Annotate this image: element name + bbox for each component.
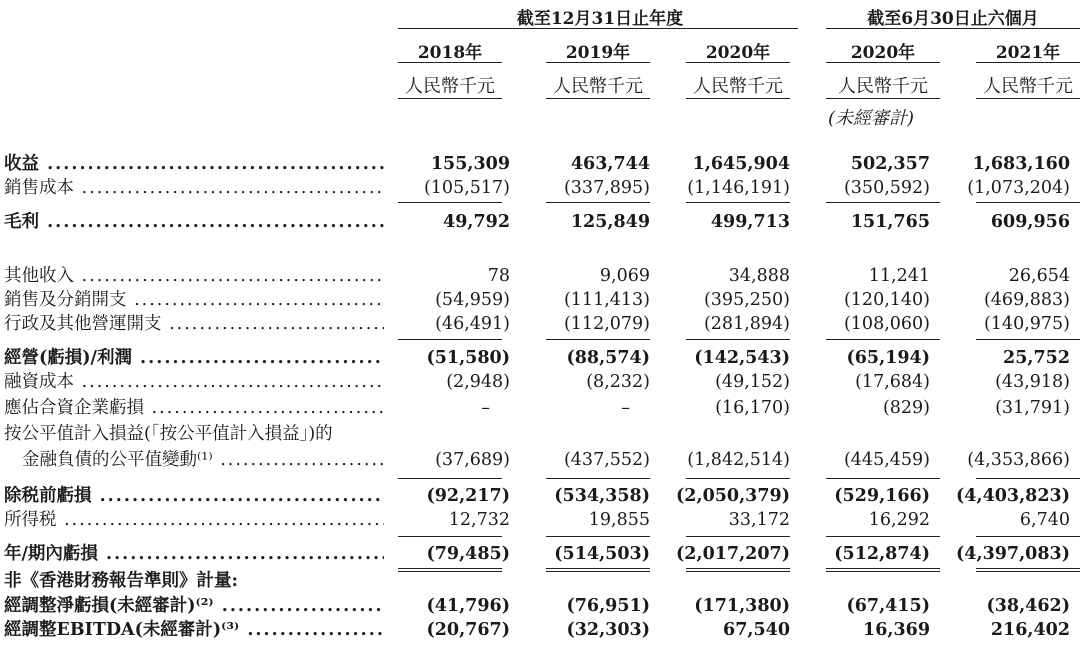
cell-value: (529,166) xyxy=(834,486,930,506)
cell-value: (41,796) xyxy=(426,596,510,616)
cell-value: (79,485) xyxy=(426,544,510,564)
row-label: 經營(虧損)/利潤 ..... xyxy=(4,346,384,370)
cell-value: (65,194) xyxy=(846,348,930,368)
header-year-underline xyxy=(398,62,502,63)
row-label: 所得税 ..... xyxy=(4,508,384,532)
cell-value: 49,792 xyxy=(443,212,510,232)
cell-value: (16,170) xyxy=(715,398,790,418)
cell-value: (120,140) xyxy=(843,290,930,310)
cell-value: (534,358) xyxy=(554,486,650,506)
cell-value: (4,353,866) xyxy=(967,450,1070,470)
cell-value: (54,959) xyxy=(435,290,510,310)
subtotal-rule xyxy=(686,339,790,340)
cell-value: (112,079) xyxy=(563,314,650,334)
cell-value: 67,540 xyxy=(723,620,790,640)
cell-value: (4,397,083) xyxy=(956,544,1070,564)
cell-value: 1,683,160 xyxy=(972,154,1070,174)
cell-value: (8,232) xyxy=(586,372,650,392)
row-revenue xyxy=(0,152,1080,176)
cell-value: (2,948) xyxy=(446,372,510,392)
row-fvtpl-label-line1 xyxy=(0,422,1080,446)
cell-value: (350,592) xyxy=(843,178,930,198)
header-year-2019: 2019年 xyxy=(565,43,631,63)
subtotal-rule xyxy=(546,536,650,537)
cell-value: (4,403,823) xyxy=(956,486,1070,506)
cell-value: 16,292 xyxy=(868,510,930,530)
row-label: 經調整淨虧損(未經審計)⁽²⁾ ..... xyxy=(4,594,384,618)
header-half-2021: 2021年 xyxy=(995,43,1061,63)
cell-value: (105,517) xyxy=(423,178,510,198)
unit-underline xyxy=(546,98,650,99)
cell-value: 6,740 xyxy=(1019,510,1070,530)
cell-value: 502,357 xyxy=(850,154,930,174)
cell-value: (38,462) xyxy=(986,596,1070,616)
subtotal-rule xyxy=(826,202,940,203)
row-label: 毛利 ..... xyxy=(4,210,384,234)
cell-value: (445,459) xyxy=(843,450,930,470)
header-year-underline xyxy=(686,62,790,63)
cell-value: (92,217) xyxy=(426,486,510,506)
row-loss-for-year-period xyxy=(0,542,1080,566)
cell-value: (88,574) xyxy=(566,348,650,368)
header-half-2020: 2020年 xyxy=(850,43,916,63)
unit-underline xyxy=(976,98,1080,99)
cell-value: (437,552) xyxy=(563,450,650,470)
cell-value: – xyxy=(621,398,630,418)
row-adjusted-net-loss xyxy=(0,594,1080,618)
row-label: 經調整EBITDA(未經審計)⁽³⁾ ..... xyxy=(4,618,384,642)
cell-value: 33,172 xyxy=(728,510,790,530)
unit-label: 人民幣千元 xyxy=(553,76,643,97)
cell-value: (32,303) xyxy=(566,620,650,640)
cell-value: 216,402 xyxy=(990,620,1070,640)
unit-underline xyxy=(826,98,940,99)
header-year-underline xyxy=(826,62,940,63)
row-label: 銷售成本 ..... xyxy=(4,176,384,200)
row-other-income xyxy=(0,264,1080,288)
subtotal-rule xyxy=(976,536,1080,537)
row-income-tax xyxy=(0,508,1080,532)
cell-value: (31,791) xyxy=(995,398,1070,418)
header-group-year-ended: 截至12月31日止年度 xyxy=(516,9,684,29)
row-operating-loss-profit xyxy=(0,346,1080,370)
subtotal-rule xyxy=(398,339,502,340)
cell-value: 25,752 xyxy=(1003,348,1070,368)
header-year-2018: 2018年 xyxy=(417,43,483,63)
header-group-six-months-underline xyxy=(826,28,1080,29)
row-label: 應佔合資企業虧損 ..... xyxy=(4,396,384,420)
cell-value: 11,241 xyxy=(868,266,930,286)
cell-value: 155,309 xyxy=(430,154,510,174)
row-label: 行政及其他營運開支 ..... xyxy=(4,312,384,336)
cell-value: (395,250) xyxy=(703,290,790,310)
unit-label: 人民幣千元 xyxy=(838,76,928,97)
unit-label: 人民幣千元 xyxy=(983,76,1073,97)
cell-value: (142,543) xyxy=(694,348,790,368)
cell-value: (171,380) xyxy=(694,596,790,616)
cell-value: 34,888 xyxy=(728,266,790,286)
cell-value: (111,413) xyxy=(563,290,650,310)
row-loss-before-tax xyxy=(0,484,1080,508)
subtotal-rule xyxy=(686,202,790,203)
subtotal-rule xyxy=(686,536,790,537)
cell-value: (37,689) xyxy=(435,450,510,470)
subtotal-rule xyxy=(686,478,790,479)
row-adjusted-ebitda xyxy=(0,618,1080,642)
row-label: 年/期內虧損 ..... xyxy=(4,542,384,566)
row-admin-other-expenses xyxy=(0,312,1080,336)
cell-value: 609,956 xyxy=(990,212,1070,232)
subtotal-rule xyxy=(976,339,1080,340)
row-label: 銷售及分銷開支 ..... xyxy=(4,288,384,312)
cell-value: (2,017,207) xyxy=(676,544,790,564)
subtotal-rule xyxy=(976,202,1080,203)
cell-value: 12,732 xyxy=(448,510,510,530)
cell-value: (281,894) xyxy=(703,314,790,334)
header-group-year-underline xyxy=(398,28,798,29)
unaudited-note: (未經審計) xyxy=(828,108,915,129)
row-label: 金融負債的公平值變動⁽¹⁾ ..... xyxy=(22,448,384,472)
subtotal-rule xyxy=(546,202,650,203)
unit-label: 人民幣千元 xyxy=(405,76,495,97)
cell-value: 125,849 xyxy=(570,212,650,232)
cell-value: 26,654 xyxy=(1008,266,1070,286)
subtotal-rule xyxy=(826,478,940,479)
cell-value: (49,152) xyxy=(715,372,790,392)
cell-value: 16,369 xyxy=(863,620,930,640)
cell-value: (67,415) xyxy=(846,596,930,616)
cell-value: (469,883) xyxy=(983,290,1070,310)
subtotal-rule xyxy=(826,536,940,537)
cell-value: (51,580) xyxy=(426,348,510,368)
row-selling-distribution-expenses xyxy=(0,288,1080,312)
row-label: 非《香港財務報告準則》計量: xyxy=(4,571,238,591)
cell-value: (108,060) xyxy=(843,314,930,334)
row-fvtpl-fair-value-change xyxy=(0,448,1080,472)
header-year-2020: 2020年 xyxy=(705,43,771,63)
cell-value: (46,491) xyxy=(435,314,510,334)
row-label: 其他收入 ..... xyxy=(4,264,384,288)
subtotal-rule xyxy=(398,202,502,203)
cell-value: 9,069 xyxy=(599,266,650,286)
cell-value: (512,874) xyxy=(834,544,930,564)
subtotal-rule xyxy=(546,478,650,479)
cell-value: 151,765 xyxy=(850,212,930,232)
cell-value: (17,684) xyxy=(855,372,930,392)
unit-underline xyxy=(398,98,502,99)
cell-value: 78 xyxy=(487,266,510,286)
subtotal-rule xyxy=(546,339,650,340)
cell-value: (43,918) xyxy=(995,372,1070,392)
subtotal-rule xyxy=(826,339,940,340)
cell-value: 463,744 xyxy=(570,154,650,174)
unit-label: 人民幣千元 xyxy=(693,76,783,97)
row-label: 收益 ..... xyxy=(4,152,384,176)
cell-value: 1,645,904 xyxy=(692,154,790,174)
row-label: 除税前虧損 ..... xyxy=(4,484,384,508)
subtotal-rule xyxy=(398,478,502,479)
cell-value: (514,503) xyxy=(554,544,650,564)
cell-value: 19,855 xyxy=(588,510,650,530)
unit-underline xyxy=(686,98,790,99)
cell-value: (337,895) xyxy=(563,178,650,198)
cell-value: (20,767) xyxy=(426,620,510,640)
cell-value: 499,713 xyxy=(710,212,790,232)
subtotal-rule xyxy=(398,536,502,537)
header-group-six-months: 截至6月30日止六個月 xyxy=(867,9,1039,29)
header-year-underline xyxy=(976,62,1080,63)
row-gross-profit xyxy=(0,210,1080,234)
subtotal-rule xyxy=(976,478,1080,479)
cell-value: (140,975) xyxy=(983,314,1070,334)
cell-value: (829) xyxy=(882,398,930,418)
row-share-of-jv-losses xyxy=(0,396,1080,420)
row-finance-costs xyxy=(0,370,1080,394)
row-cost-of-sales xyxy=(0,176,1080,200)
cell-value: (1,842,514) xyxy=(687,450,790,470)
row-label: 按公平值計入損益(「按公平值計入損益」)的 xyxy=(4,424,333,444)
header-year-underline xyxy=(546,62,650,63)
row-label: 融資成本 ..... xyxy=(4,370,384,394)
cell-value: (1,146,191) xyxy=(687,178,790,198)
cell-value: (76,951) xyxy=(566,596,650,616)
cell-value: (1,073,204) xyxy=(967,178,1070,198)
cell-value: (2,050,379) xyxy=(676,486,790,506)
cell-value: – xyxy=(481,398,490,418)
row-non-hkfrs-measures-heading xyxy=(0,569,1080,593)
